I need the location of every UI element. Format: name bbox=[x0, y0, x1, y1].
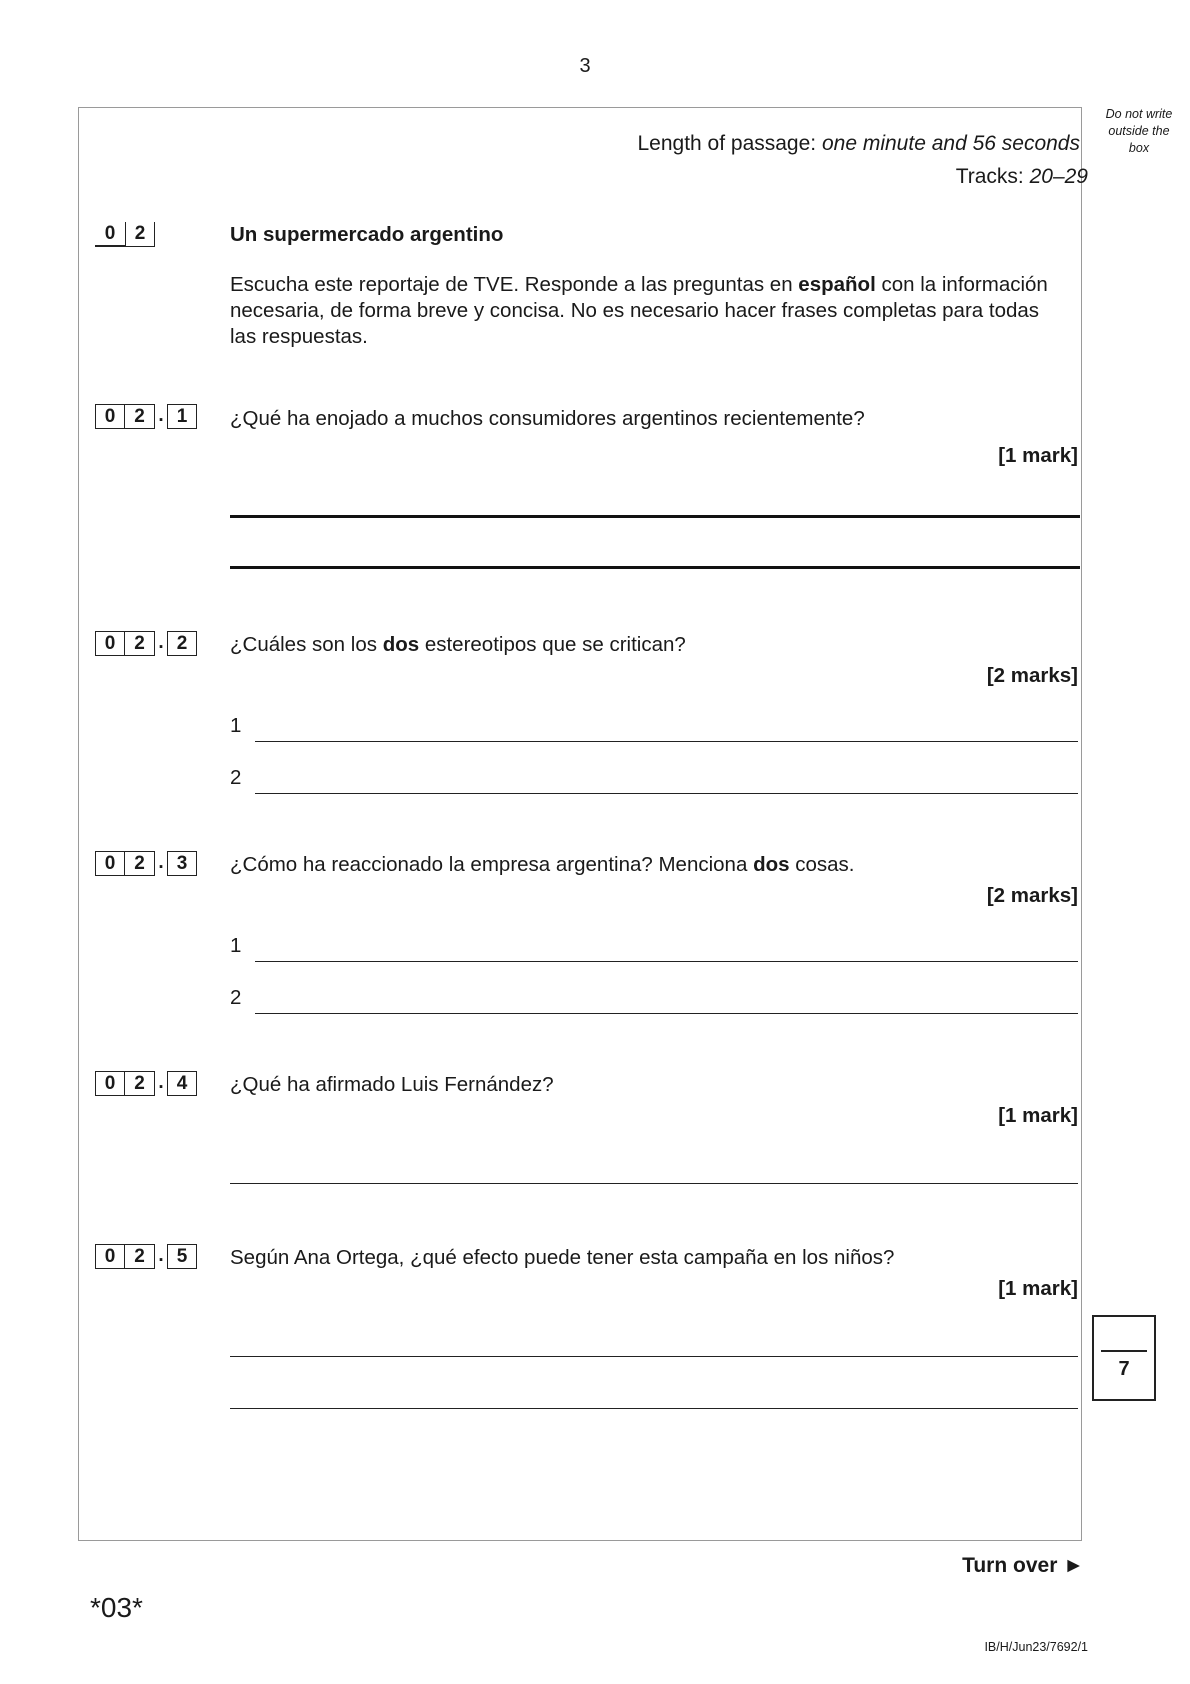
question-text-part: cosas. bbox=[789, 853, 855, 876]
passage-length-label: Length of passage: bbox=[637, 132, 822, 155]
number-digit: 0 bbox=[95, 1071, 125, 1096]
score-rule bbox=[1101, 1350, 1147, 1352]
number-digit: 2 bbox=[125, 404, 155, 429]
number-digit: 1 bbox=[167, 404, 197, 429]
passage-tracks bbox=[956, 165, 1088, 189]
number-dot: . bbox=[158, 405, 164, 426]
answer-line-label: 1 bbox=[230, 714, 242, 737]
instructions-text: Escucha este reportaje de TVE. Responde a las preguntas en bbox=[230, 273, 799, 296]
answer-line[interactable] bbox=[255, 961, 1078, 962]
margin-note-line: box bbox=[1128, 141, 1150, 155]
number-digit: 0 bbox=[95, 222, 125, 247]
passage-tracks-label: Tracks: bbox=[955, 165, 1030, 188]
margin-note-line: Do not write bbox=[1105, 107, 1173, 121]
section-title: Un supermercado argentino bbox=[230, 223, 504, 246]
answer-line[interactable] bbox=[230, 1356, 1078, 1357]
passage-length bbox=[637, 132, 1080, 156]
answer-line[interactable] bbox=[255, 741, 1078, 742]
question-marks: [1 mark] bbox=[998, 1104, 1078, 1127]
section-number-box bbox=[95, 222, 155, 247]
answer-line-label: 1 bbox=[230, 934, 242, 957]
paper-reference: IB/H/Jun23/7692/1 bbox=[984, 1640, 1088, 1654]
instructions-text: con la información necesaria, de forma breve y concisa. No es necesario hacer frases completas para todas las respuestas. bbox=[230, 273, 1048, 348]
question-marks: [1 mark] bbox=[998, 444, 1078, 467]
question-marks: [1 mark] bbox=[998, 1277, 1078, 1300]
question-marks: [2 marks] bbox=[986, 664, 1078, 687]
number-digit: 0 bbox=[95, 631, 125, 656]
number-digit: 2 bbox=[125, 1071, 155, 1096]
question-text: Según Ana Ortega, ¿qué efecto puede tener esta campaña en los niños? bbox=[230, 1246, 895, 1269]
section-instructions bbox=[230, 272, 1050, 350]
question-number-box bbox=[95, 1244, 197, 1269]
number-digit: 2 bbox=[125, 851, 155, 876]
question-text-part: ¿Cómo ha reaccionado la empresa argentina? Menciona bbox=[230, 853, 754, 876]
question-number-box bbox=[95, 851, 197, 876]
instructions-bold: español bbox=[798, 273, 876, 296]
answer-line[interactable] bbox=[230, 1408, 1078, 1409]
question-number-box bbox=[95, 1071, 197, 1096]
number-digit: 3 bbox=[167, 851, 197, 876]
question-text bbox=[230, 852, 854, 877]
question-marks: [2 marks] bbox=[986, 884, 1078, 907]
number-dot: . bbox=[158, 1245, 164, 1266]
question-text: ¿Qué ha enojado a muchos consumidores argentinos recientemente? bbox=[230, 407, 865, 430]
question-number-box bbox=[95, 404, 197, 429]
question-text bbox=[230, 632, 686, 657]
answer-line[interactable] bbox=[230, 566, 1080, 569]
question-text-part: estereotipos que se critican? bbox=[419, 633, 686, 656]
turn-over-label: Turn over ► bbox=[962, 1554, 1084, 1577]
barcode-text: *03* bbox=[90, 1592, 143, 1623]
question-text-bold: dos bbox=[382, 633, 420, 656]
number-digit: 0 bbox=[95, 1244, 125, 1269]
number-dot: . bbox=[158, 632, 164, 653]
number-digit: 4 bbox=[167, 1071, 197, 1096]
question-text-bold: dos bbox=[753, 853, 790, 876]
answer-line[interactable] bbox=[255, 793, 1078, 794]
passage-tracks-value: 20–29 bbox=[1029, 165, 1088, 188]
margin-note-line: outside the bbox=[1108, 124, 1170, 138]
question-text: ¿Qué ha afirmado Luis Fernández? bbox=[230, 1073, 554, 1096]
number-digit: 2 bbox=[125, 222, 155, 247]
question-number-box bbox=[95, 631, 197, 656]
answer-line[interactable] bbox=[230, 515, 1080, 518]
number-dot: . bbox=[158, 1072, 164, 1093]
number-dot: . bbox=[158, 852, 164, 873]
answer-line-label: 2 bbox=[230, 766, 242, 789]
page-number: 3 bbox=[579, 55, 591, 77]
answer-line[interactable] bbox=[255, 1013, 1078, 1014]
answer-line-label: 2 bbox=[230, 986, 242, 1009]
number-digit: 5 bbox=[167, 1244, 197, 1269]
score-total: 7 bbox=[1118, 1358, 1130, 1380]
passage-length-value: one minute and 56 seconds bbox=[821, 132, 1080, 155]
question-text-part: ¿Cuáles son los bbox=[230, 633, 383, 656]
number-digit: 2 bbox=[167, 631, 197, 656]
number-digit: 2 bbox=[125, 1244, 155, 1269]
number-digit: 0 bbox=[95, 851, 125, 876]
number-digit: 0 bbox=[95, 404, 125, 429]
number-digit: 2 bbox=[125, 631, 155, 656]
answer-line[interactable] bbox=[230, 1183, 1078, 1184]
margin-note bbox=[1093, 106, 1185, 157]
